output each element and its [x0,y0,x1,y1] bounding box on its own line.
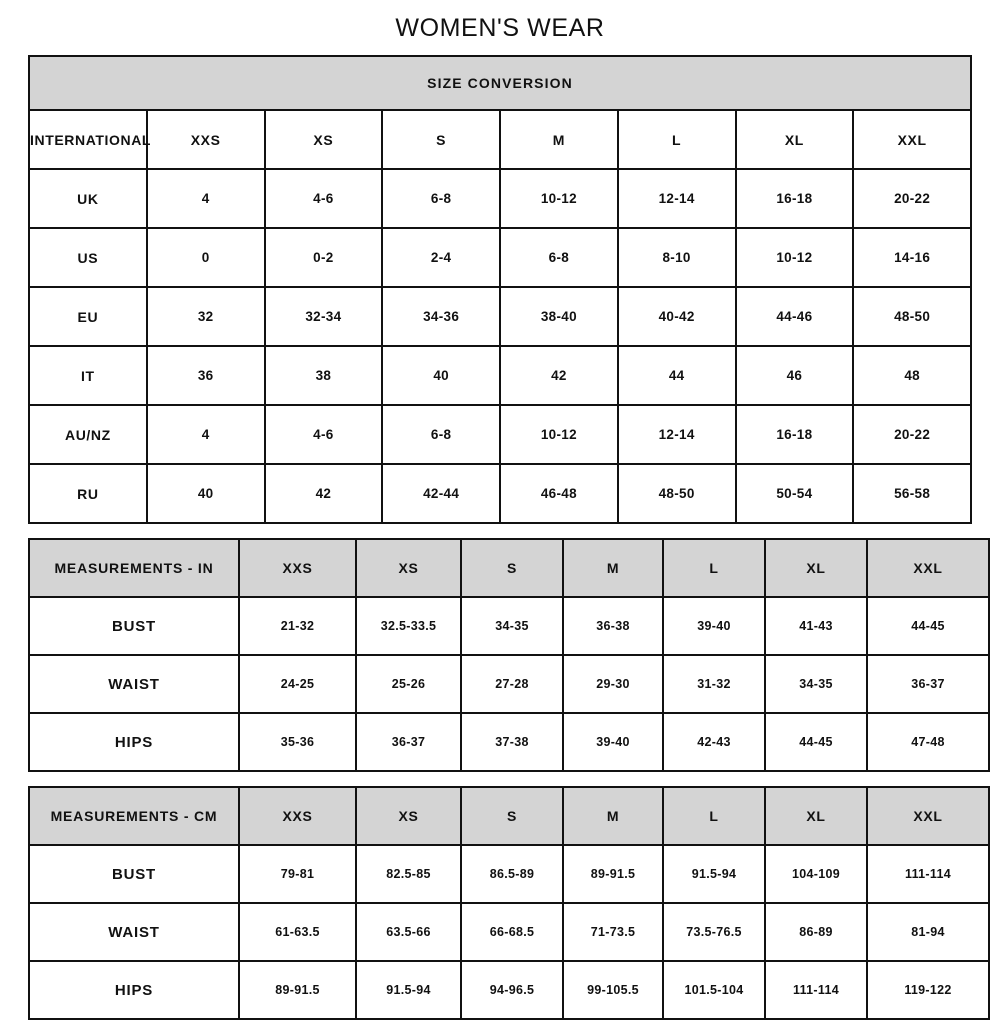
row-label-hips: HIPS [29,961,239,1019]
cell-waist-in-xxs: 24-25 [239,655,356,713]
cell-waist-cm-s: 66-68.5 [461,903,563,961]
column-header-xl: XL [765,787,867,845]
cell-uk-m: 10-12 [500,169,618,228]
cell-bust-cm-xl: 104-109 [765,845,867,903]
column-header-s: S [461,787,563,845]
cell-ru-m: 46-48 [500,464,618,523]
size-conversion-banner: SIZE CONVERSION [29,56,971,110]
cell-ru-xl: 50-54 [736,464,854,523]
column-header-m: M [563,539,663,597]
cell-bust-in-xl: 41-43 [765,597,867,655]
cell-it-xs: 38 [265,346,383,405]
column-header-l: L [663,787,765,845]
cell-hips-in-xl: 44-45 [765,713,867,771]
cell-aunz-xxl: 20-22 [853,405,971,464]
cell-hips-in-xs: 36-37 [356,713,461,771]
cell-eu-xl: 44-46 [736,287,854,346]
column-header-xxs: XXS [239,539,356,597]
cell-waist-cm-xl: 86-89 [765,903,867,961]
cell-hips-cm-m: 99-105.5 [563,961,663,1019]
cell-us-xxs: 0 [147,228,265,287]
cell-us-xxl: 14-16 [853,228,971,287]
cell-uk-xxs: 4 [147,169,265,228]
cell-eu-s: 34-36 [382,287,500,346]
cell-eu-l: 40-42 [618,287,736,346]
column-header-xxs: XXS [239,787,356,845]
table-row [29,903,989,961]
cell-eu-xxs: 32 [147,287,265,346]
cell-us-l: 8-10 [618,228,736,287]
cell-waist-cm-xxs: 61-63.5 [239,903,356,961]
cell-bust-in-l: 39-40 [663,597,765,655]
cell-ru-xxs: 40 [147,464,265,523]
cell-uk-xxl: 20-22 [853,169,971,228]
cell-hips-cm-xxs: 89-91.5 [239,961,356,1019]
row-label-ru: RU [29,464,147,523]
row-label-hips: HIPS [29,713,239,771]
table-row [29,405,971,464]
cell-bust-cm-s: 86.5-89 [461,845,563,903]
cell-bust-in-xxs: 21-32 [239,597,356,655]
column-header-xs: XS [356,539,461,597]
size-conversion-table [28,55,972,524]
column-header-s: S [382,110,500,169]
cell-bust-cm-xxs: 79-81 [239,845,356,903]
cell-it-xxl: 48 [853,346,971,405]
table-row [29,713,989,771]
row-label-uk: UK [29,169,147,228]
cell-bust-cm-xxl: 111-114 [867,845,989,903]
row-label-waist: WAIST [29,655,239,713]
cell-aunz-xxs: 4 [147,405,265,464]
column-header-xl: XL [736,110,854,169]
row-label-bust: BUST [29,597,239,655]
column-header-xxl: XXL [867,787,989,845]
table-row [29,597,989,655]
cell-bust-in-m: 36-38 [563,597,663,655]
measurements-inches-table [28,538,990,772]
cell-us-xl: 10-12 [736,228,854,287]
table-banner-row [29,56,971,110]
column-header-xs: XS [356,787,461,845]
table-row [29,464,971,523]
cell-bust-cm-m: 89-91.5 [563,845,663,903]
table-row [29,228,971,287]
cell-waist-cm-m: 71-73.5 [563,903,663,961]
cell-ru-s: 42-44 [382,464,500,523]
row-label-aunz: AU/NZ [29,405,147,464]
page-title: WOMEN'S WEAR [395,14,605,42]
cell-bust-cm-l: 91.5-94 [663,845,765,903]
table-row [29,845,989,903]
column-header-s: S [461,539,563,597]
cell-bust-cm-xs: 82.5-85 [356,845,461,903]
cell-hips-cm-xl: 111-114 [765,961,867,1019]
column-header-measurements-in: MEASUREMENTS - IN [29,539,239,597]
cell-hips-in-xxs: 35-36 [239,713,356,771]
cell-waist-cm-xxl: 81-94 [867,903,989,961]
cell-aunz-m: 10-12 [500,405,618,464]
cell-eu-xs: 32-34 [265,287,383,346]
measurements-cm-table [28,786,990,1020]
cell-bust-in-xxl: 44-45 [867,597,989,655]
cell-aunz-xs: 4-6 [265,405,383,464]
cell-uk-xl: 16-18 [736,169,854,228]
cell-aunz-s: 6-8 [382,405,500,464]
column-header-xxl: XXL [853,110,971,169]
cell-hips-cm-l: 101.5-104 [663,961,765,1019]
row-label-us: US [29,228,147,287]
row-label-eu: EU [29,287,147,346]
table-row [29,655,989,713]
cell-it-m: 42 [500,346,618,405]
table-header-row [29,787,989,845]
cell-uk-l: 12-14 [618,169,736,228]
cell-it-l: 44 [618,346,736,405]
cell-it-xl: 46 [736,346,854,405]
cell-aunz-l: 12-14 [618,405,736,464]
cell-waist-in-s: 27-28 [461,655,563,713]
column-header-xs: XS [265,110,383,169]
cell-ru-xs: 42 [265,464,383,523]
cell-bust-in-xs: 32.5-33.5 [356,597,461,655]
row-label-waist: WAIST [29,903,239,961]
column-header-l: L [663,539,765,597]
cell-waist-in-m: 29-30 [563,655,663,713]
column-header-xxl: XXL [867,539,989,597]
column-header-m: M [563,787,663,845]
column-header-measurements-cm: MEASUREMENTS - CM [29,787,239,845]
cell-waist-in-xl: 34-35 [765,655,867,713]
table-header-row [29,539,989,597]
row-label-it: IT [29,346,147,405]
table-row [29,346,971,405]
cell-eu-xxl: 48-50 [853,287,971,346]
cell-hips-cm-xs: 91.5-94 [356,961,461,1019]
cell-aunz-xl: 16-18 [736,405,854,464]
column-header-xl: XL [765,539,867,597]
cell-us-m: 6-8 [500,228,618,287]
cell-waist-cm-l: 73.5-76.5 [663,903,765,961]
cell-waist-in-xxl: 36-37 [867,655,989,713]
cell-hips-in-l: 42-43 [663,713,765,771]
cell-it-s: 40 [382,346,500,405]
cell-eu-m: 38-40 [500,287,618,346]
table-row [29,287,971,346]
cell-us-s: 2-4 [382,228,500,287]
table-row [29,961,989,1019]
cell-uk-s: 6-8 [382,169,500,228]
cell-hips-in-xxl: 47-48 [867,713,989,771]
table-header-row [29,110,971,169]
column-header-m: M [500,110,618,169]
cell-hips-cm-s: 94-96.5 [461,961,563,1019]
column-header-l: L [618,110,736,169]
cell-hips-in-s: 37-38 [461,713,563,771]
cell-uk-xs: 4-6 [265,169,383,228]
cell-hips-cm-xxl: 119-122 [867,961,989,1019]
cell-waist-in-xs: 25-26 [356,655,461,713]
cell-hips-in-m: 39-40 [563,713,663,771]
column-header-international: INTERNATIONAL [29,110,147,169]
cell-waist-in-l: 31-32 [663,655,765,713]
cell-waist-cm-xs: 63.5-66 [356,903,461,961]
table-row [29,169,971,228]
cell-ru-xxl: 56-58 [853,464,971,523]
cell-it-xxs: 36 [147,346,265,405]
cell-us-xs: 0-2 [265,228,383,287]
column-header-xxs: XXS [147,110,265,169]
cell-ru-l: 48-50 [618,464,736,523]
cell-bust-in-s: 34-35 [461,597,563,655]
row-label-bust: BUST [29,845,239,903]
